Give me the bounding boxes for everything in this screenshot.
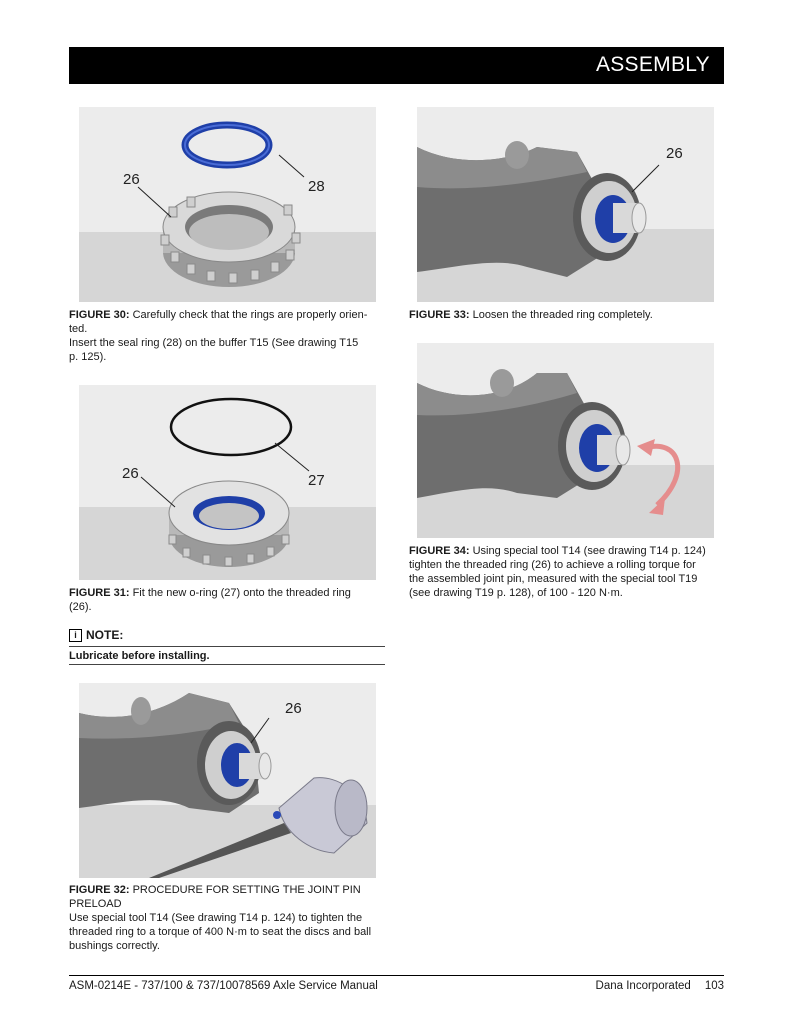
- caption-line: bushings correctly.: [69, 940, 160, 952]
- caption-line: Using special tool T14 (see drawing T14 p. 124): [472, 545, 706, 557]
- caption-line: (26).: [69, 601, 92, 613]
- figure-30-image: [79, 107, 376, 302]
- caption-line: threaded ring to a torque of 400 N·m to seat the discs and ball: [69, 926, 372, 938]
- caption-line: tighten the threaded ring (26) to achieve a rolling torque for: [409, 559, 696, 571]
- caption-line: p. 125).: [69, 351, 107, 363]
- callout-26: 26: [285, 700, 302, 717]
- callout-26: 26: [123, 171, 140, 188]
- caption-line: ted.: [69, 323, 88, 335]
- page-number: 103: [704, 980, 724, 992]
- figure-31-image: [79, 385, 376, 580]
- caption-line: PRELOAD: [69, 898, 122, 910]
- callout-26: 26: [122, 465, 139, 482]
- footer-divider: [69, 975, 724, 976]
- caption-line: Use special tool T14 (See drawing T14 p. 124) to tighten the: [69, 912, 363, 924]
- figure-34-caption: [409, 544, 729, 600]
- caption-line: Carefully check that the rings are properly orien-: [132, 309, 368, 321]
- figure-30-caption: [69, 308, 385, 364]
- caption-line: Loosen the threaded ring completely.: [472, 309, 653, 321]
- figure-31-label: FIGURE 31:: [69, 587, 130, 599]
- caption-line: Insert the seal ring (28) on the buffer T15 (See drawing T15: [69, 337, 359, 349]
- caption-line: Fit the new o-ring (27) onto the threaded ring: [132, 587, 351, 599]
- callout-28: 28: [308, 178, 325, 195]
- note-header: [69, 628, 385, 647]
- figure-33-caption: [409, 308, 725, 322]
- section-header-bar: [69, 47, 724, 84]
- figure-32-image: [79, 683, 376, 878]
- note-text: Lubricate before installing.: [69, 650, 385, 665]
- footer-company: Dana Incorporated: [595, 980, 691, 992]
- figure-33-label: FIGURE 33:: [409, 309, 470, 321]
- footer-right: [582, 980, 724, 992]
- figure-34-label: FIGURE 34:: [409, 545, 470, 557]
- figure-33-image: [417, 107, 714, 302]
- section-title: ASSEMBLY: [595, 53, 710, 76]
- info-icon: i: [69, 629, 82, 642]
- figure-30-label: FIGURE 30:: [69, 309, 130, 321]
- figure-32-label: FIGURE 32:: [69, 884, 130, 896]
- figure-32-caption: [69, 883, 399, 953]
- caption-line: the assembled joint pin, measured with the special tool T19: [409, 573, 698, 585]
- callout-26: 26: [666, 145, 683, 162]
- callout-27: 27: [308, 472, 325, 489]
- caption-line: PROCEDURE FOR SETTING THE JOINT PIN: [132, 884, 361, 896]
- footer-document-title: ASM-0214E - 737/100 & 737/10078569 Axle Service Manual: [69, 980, 378, 992]
- figure-34-image: [417, 343, 714, 538]
- caption-line: (see drawing T19 p. 128), of 100 - 120 N·m.: [409, 587, 623, 599]
- figure-31-caption: [69, 586, 385, 614]
- note-title: NOTE:: [86, 628, 124, 642]
